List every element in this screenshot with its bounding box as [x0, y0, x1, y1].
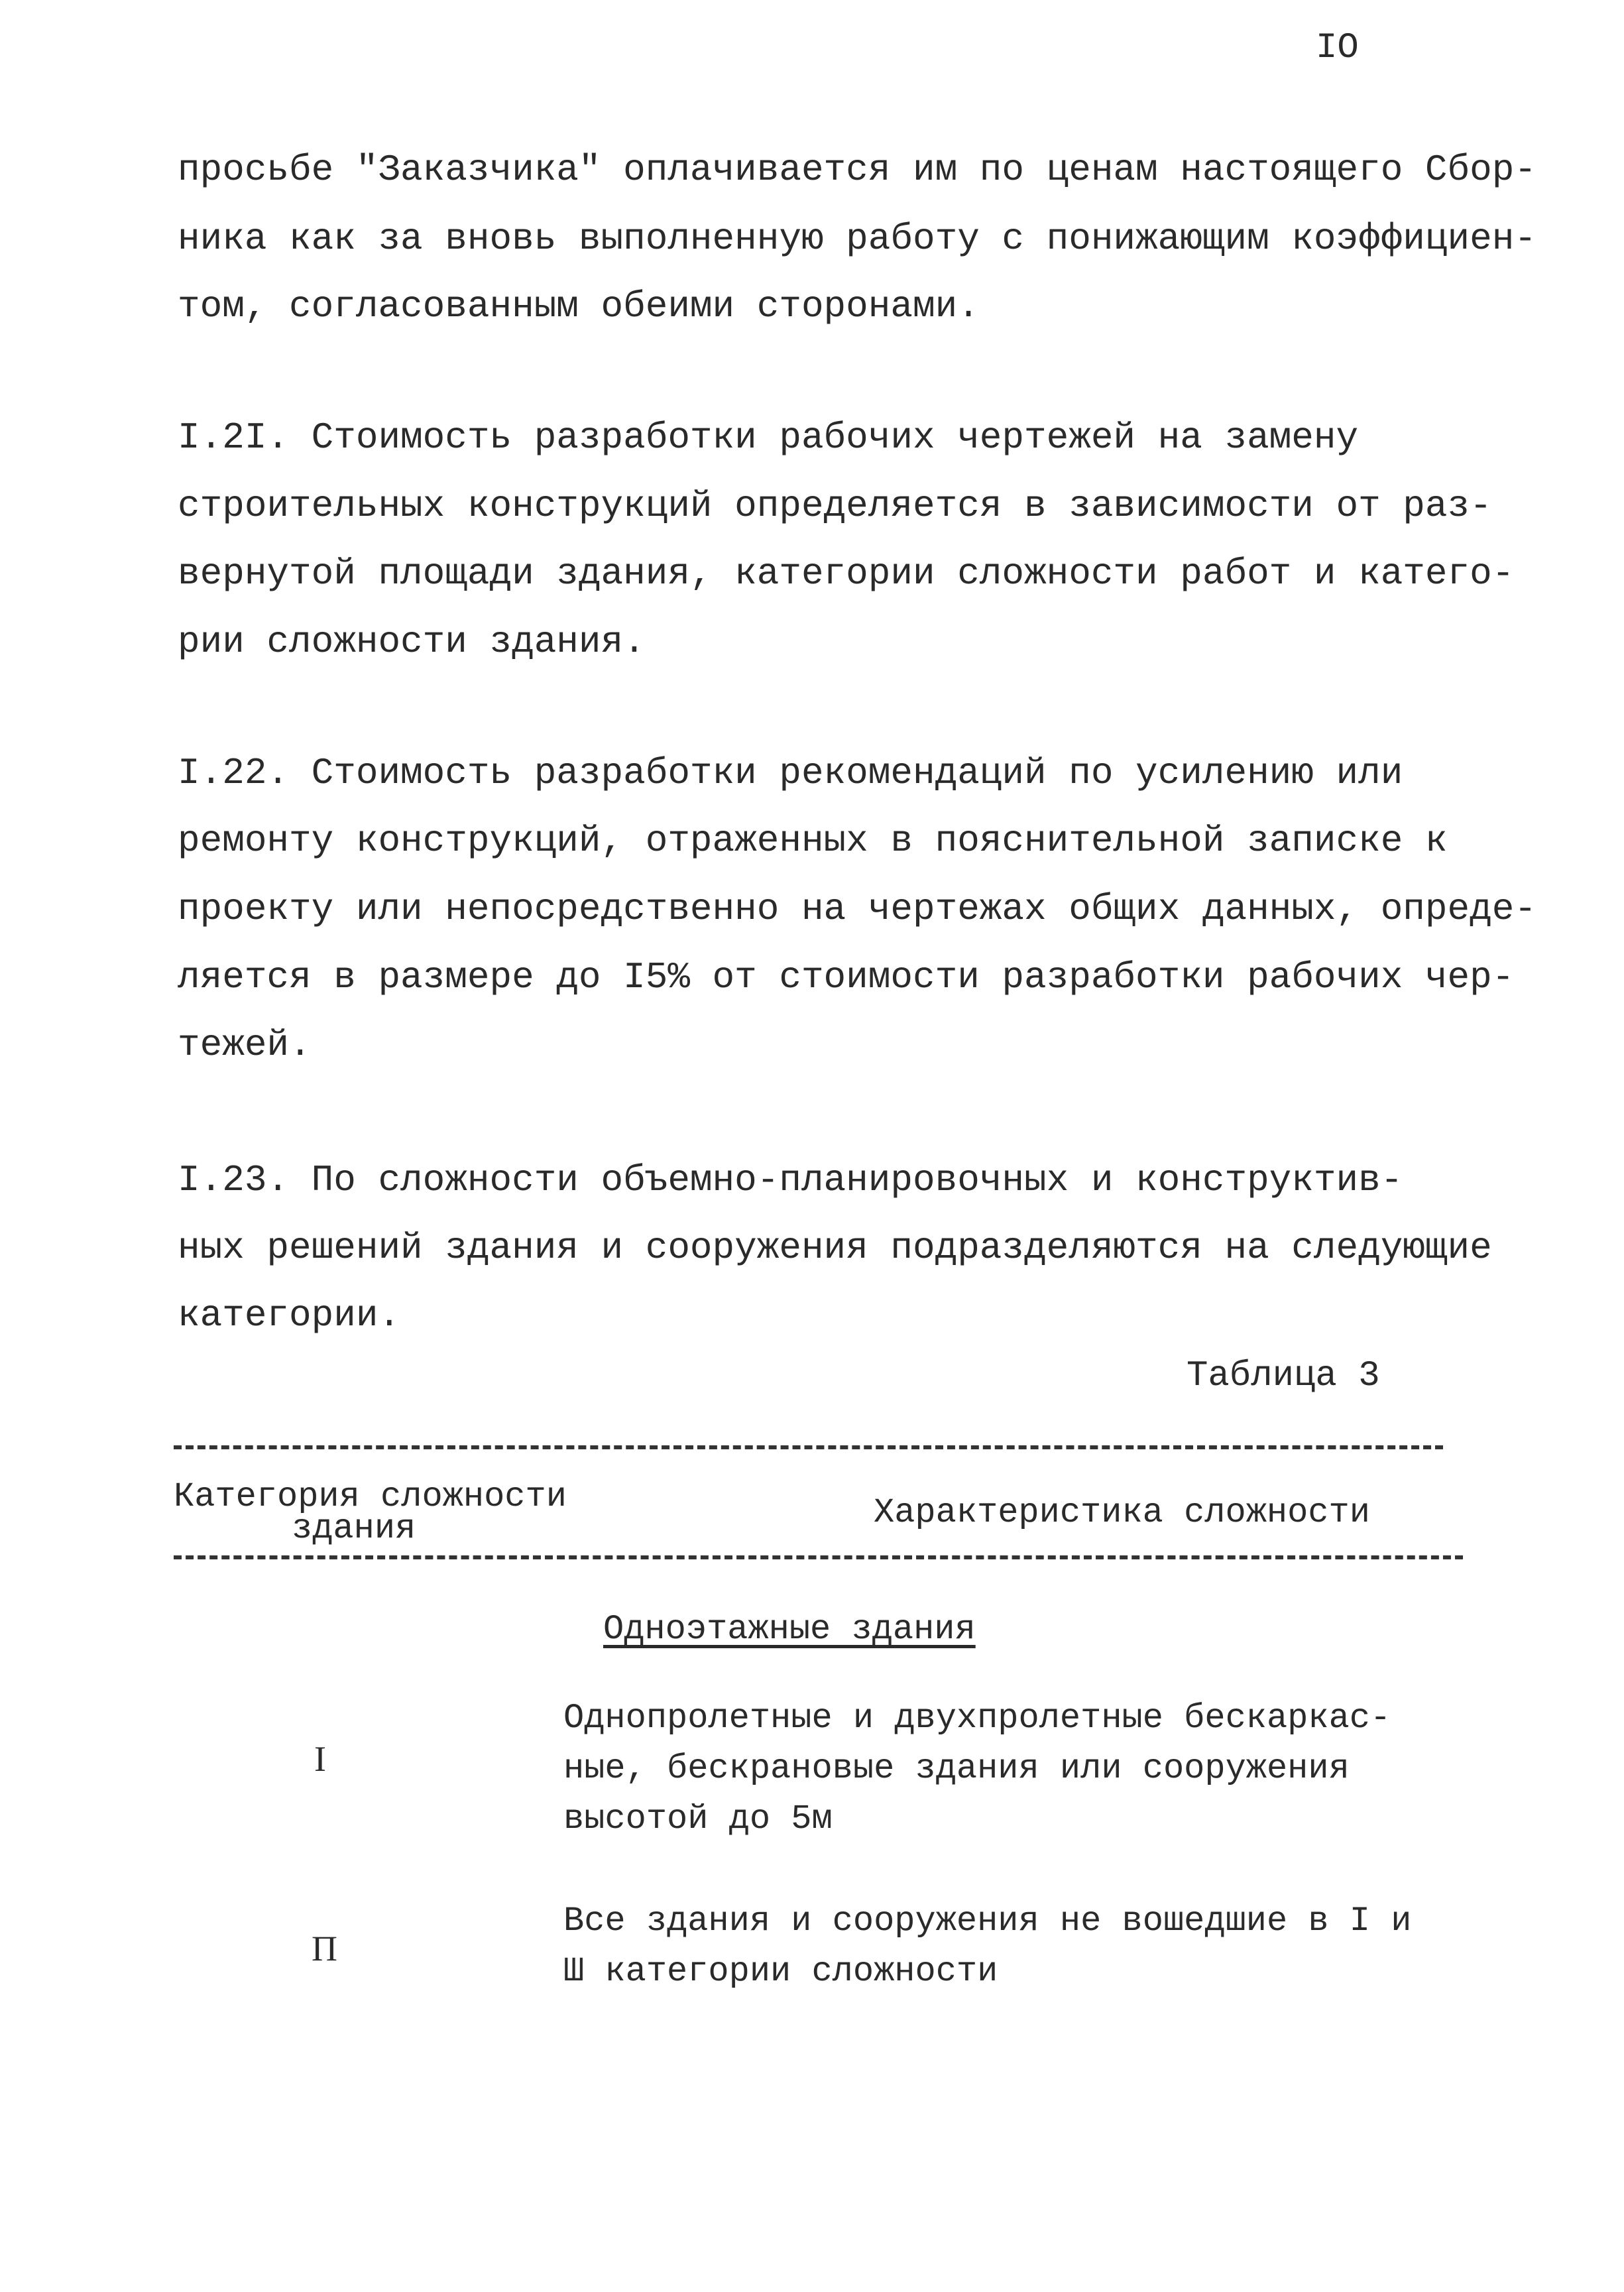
characteristic-line: высотой до 5м	[563, 1799, 833, 1839]
page-number: IO	[1316, 28, 1359, 68]
table-top-rule	[174, 1445, 1443, 1449]
text-line: строительных конструкций определяется в зависимости от раз-	[178, 485, 1492, 527]
text-line: рии сложности здания.	[178, 621, 646, 663]
text-line: ремонту конструкций, отраженных в пояснительной записке к	[178, 819, 1448, 862]
text-line: I.2I. Стоимость разработки рабочих чертежей на замену	[178, 416, 1359, 459]
text-line: ных решений здания и сооружения подразделяются на следующие	[178, 1227, 1492, 1269]
text-line: категории.	[178, 1294, 401, 1337]
section-title: Одноэтажные здания	[603, 1610, 976, 1649]
text-line: ника как за вновь выполненную работу с понижающим коэффициен-	[178, 217, 1537, 260]
text-line: I.22. Стоимость разработки рекомендаций по усилению или	[178, 752, 1403, 794]
category-number: П	[312, 1929, 337, 1968]
text-line: проекту или непосредственно на чертежах общих данных, опреде-	[178, 888, 1537, 930]
table-label: Таблица 3	[1187, 1356, 1380, 1396]
characteristic-line: ные, бескрановые здания или сооружения	[563, 1749, 1350, 1788]
text-line: просьбе "Заказчика" оплачивается им по ценам настоящего Сбор-	[178, 149, 1537, 191]
category-number: I	[314, 1739, 326, 1779]
text-line: том, согласованным обеими сторонами.	[178, 285, 980, 328]
text-line: I.23. По сложности объемно-планировочных и конструктив-	[178, 1159, 1403, 1201]
text-line: вернутой площади здания, категории сложности работ и катего-	[178, 552, 1515, 595]
characteristic-line: Все здания и сооружения не вошедшие в I и	[563, 1901, 1412, 1941]
table-header-col1-line1: Категория сложности	[174, 1477, 567, 1516]
table-header-rule	[174, 1555, 1463, 1559]
table-header-col1-line2: здания	[292, 1509, 416, 1548]
characteristic-line: Ш категории сложности	[563, 1952, 998, 1991]
characteristic-line: Однопролетные и двухпролетные бескаркас-	[563, 1699, 1391, 1738]
table-header-col2: Характеристика сложности	[874, 1493, 1370, 1532]
text-line: тежей.	[178, 1024, 312, 1066]
text-line: ляется в размере до I5% от стоимости разработки рабочих чер-	[178, 956, 1515, 998]
